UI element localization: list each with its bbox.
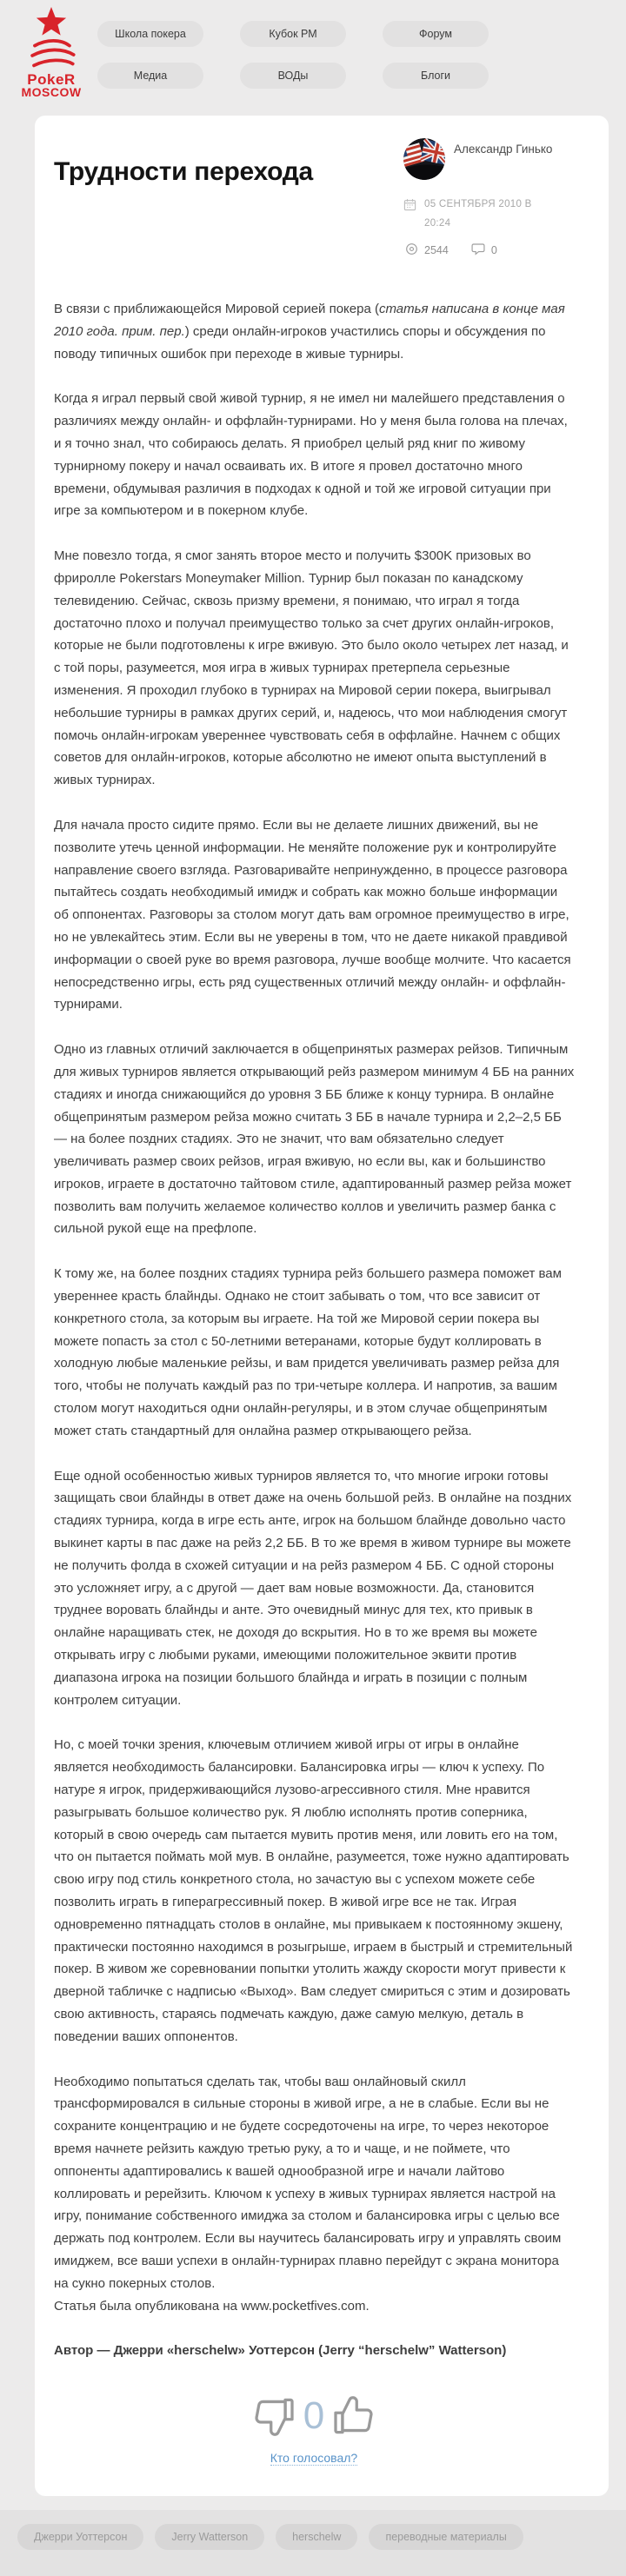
article-paragraph: Одно из главных отличий заключается в общепринятых размерах рейзов. Типичным для живых турниров является открывающий рейз размером минимум 4 ББ на ранних стадиях и иногда снижающийся до уровня 3 ББ ближе к концу турнира. В онлайне общепринятым размером рейза можно считать 3 ББ в начале турнира и 2,2–2,5 ББ — на более поздних стадиях. Это не значит, что вам обязательно следует увеличивать размер своих рейзов, играя вживую, но если вы, как и большинство игроков, играете в достаточно тайтовом стиле, адаптированный размер рейза может позволить вам получить желаемое количество коллов и увеличить размер банка с сильной рукой еще на префлопе. [54, 1042, 575, 1237]
nav-item-blogs[interactable]: Блоги [383, 63, 489, 89]
eye-icon [405, 242, 418, 258]
article-paragraph: К тому же, на более поздних стадиях турнира рейз большего размера поможет вам увереннее красть блайнды. Однако не стоит забывать о том, что все зависит от конкретного стола, за которым вы играете. На той же Мировой серии покера вы можете попасть за стол с 50-летними ветеранами, которые будут коллировать в холодную любые маленькие рейзы, и вам придется увеличивать размер рейза для того, чтобы не получать каждый раз по три-четыре коллера. И напротив, за вашим столом могут находиться одни онлайн-регуляры, и в этом случае общепринятым может стать стандартный для онлайна размер открывающего рейза. [54, 1266, 562, 1438]
arcs-icon [14, 38, 89, 71]
article-head [54, 138, 574, 284]
article-paragraph: Но, с моей точки зрения, ключевым отличием живой игры от игры в онлайне является необходимость балансировки. Балансировка игры — ключ к успеху. По натуре я игрок, придерживающийся лузово-агрессивного стиля. Мне нравится разыгрывать большое количество рук. Я люблю исполнять против соперника, который в свою очередь сам пытается мувить против меня, или ловить его на том, что он пытается поймать мой мув. В онлайне, разумеется, тоже нужно адаптировать свою игру под стиль конкретного стола, но зачастую вы с успехом можете себе позволить играть в гиперагрессивный покер. В живой игре все не так. Играя одновременно пятнадцать столов в онлайне, мы привыкаем к постоянному экшену, практически постоянно находимся в розыгрыше, играем в быстрый и стремительный покер. В живом же соревновании попытки утолить жажду скорости могут привести к дверной табличке с надписью «Выход». Вам следует смириться с этим и дозировать свою активность, стараясь подмечать каждую, даже самую мелкую, деталь в поведении ваших оппонентов. [54, 1737, 573, 2044]
article-paragraphs [54, 388, 576, 2294]
calendar-icon [403, 196, 416, 219]
comments-count: 0 [490, 243, 497, 256]
avatar[interactable] [403, 138, 445, 180]
thumbs-down-icon[interactable] [250, 2392, 298, 2440]
article-paragraph: Для начала просто сидите прямо. Если вы не делаете лишних движений, вы не позволите утечь ценной информации. Не меняйте положение рук и контролируйте направление своего взгляда. Разговаривайте непринужденно, в процессе разговора пытайтесь создать необходимый имидж и собрать как можно больше информации об оппонентах. Разговоры за столом могут дать вам огромное преимущество в игре, но не увлекайтесь этим. Если вы не уверены в том, что не даете никакой правдивой информации о своей руке во время разговора, лучше вообще молчите. Что касается непосредственно игры, есть ряд существенных отличий между онлайн- и оффлайн-турнирами. [54, 817, 571, 1012]
site-logo[interactable] [14, 7, 89, 98]
nav-item-rm-cup[interactable]: Кубок РМ [240, 21, 346, 47]
article-paragraph: Мне повезло тогда, я смог занять второе место и получить $300K призовых во фриролле Pokerstars Moneymaker Million. Турнир был показан по канадскому телевидению. Сейчас, сквозь призму времени, я понимаю, что играл я тогда достаточно плохо и получал преимущество только за счет других онлайн-игроков, которые не были подготовлены к игре вживую. Это было около четырех лет назад, и с той поры, разумеется, моя игра в живых турнирах претерпела серьезные изменения. Я проходил глубоко в турнирах на Мировой серии покера, выигрывал небольшие турниры в рамках других серий, и, надеюсь, что мои наблюдения смогут помочь онлайн-игрокам увереннее чувствовать себя в оффлайне. Начнем с общих советов для онлайн-игроков, которые абсолютно не имеют опыта выступлений в живых турнирах. [54, 548, 569, 788]
author-link[interactable] [403, 138, 574, 180]
article-paragraph: Когда я играл первый свой живой турнир, я не имел ни малейшего представления о различиях между онлайн- и оффлайн-турнирами. Но у меня была голова на плечах, и я точно знал, что собираюсь делать. Я приобрел целый ряд книг по живому турнирному покеру и начал осваивать их. В итоге я провел достаточно много времени, обдумывая различия в подходах к одной и той же игровой ситуации при игре за компьютером и в покерном клубе. [54, 391, 568, 519]
comment-icon [471, 242, 485, 258]
nav-item-media[interactable]: Медиа [97, 63, 203, 89]
article-card [35, 116, 609, 2496]
article-body [54, 298, 576, 2362]
nav-item-forum[interactable]: Форум [383, 21, 489, 47]
publish-date-text: 05 СЕНТЯБРЯ 2010 В 20:24 [424, 199, 532, 229]
vote-section [54, 2392, 574, 2466]
site-header [0, 0, 626, 116]
page-footer [0, 2510, 626, 2576]
article-stats [403, 242, 574, 258]
vote-row [54, 2392, 574, 2440]
author-name[interactable]: Александр Гинько [454, 143, 553, 156]
translator-note: статья написана в конце мая 2010 года. прим. пер. [54, 302, 565, 339]
nav-item-poker-school[interactable]: Школа покера [97, 21, 203, 47]
thumbs-up-icon[interactable] [330, 2392, 378, 2440]
comments-stat[interactable] [471, 242, 497, 258]
star-icon [14, 7, 89, 38]
original-author-line: Автор — Джерри «herschelw» Уоттерсон (Jerry “herschelw” Watterson) [54, 2343, 507, 2359]
publish-date [403, 196, 551, 234]
views-count: 2544 [424, 243, 449, 256]
page-title: Трудности перехода [54, 157, 313, 186]
who-voted-link[interactable]: Кто голосовал? [270, 2451, 358, 2466]
article-paragraph-intro: В связи с приближающейся Мировой серией покера (статья написана в конце мая 2010 года. прим. пер.) среди онлайн-игроков участились споры и обсуждения по поводу типичных ошибок при переходе в живые турниры. [54, 302, 565, 362]
source-note: Статья была опубликована на www.pocketfives.com. [54, 2298, 370, 2314]
article-paragraph: Еще одной особенностью живых турниров является то, что многие игроки готовы защищать свои блайнды в ответ даже на очень большой рейз. В онлайне на поздних стадиях турнира, когда в игре есть анте, игрок на большом блайнде довольно часто выкинет карты в пас даже на рейз 2,2 ББ. В то же время в живом турнире вы можете не получить фолда в схожей ситуации и на рейз размером 4 ББ. С одной стороны это усложняет игру, а с другой — дает вам новые возможности. Да, становится труднее воровать блайнды и анте. Это очевидный минус для тех, кто привык в онлайне наращивать стек, не доходя до вскрытия. Но в то же время вы можете открывать игру с любыми руками, имеющими положительное эквити против диапазона игрока на позиции большого блайнда и играть в позиции с полным контролем ситуации. [54, 1468, 572, 1708]
tag-dzherri-uotterson[interactable]: Джерри Уоттерсон [17, 2524, 143, 2550]
views-stat [405, 242, 449, 258]
tag-jerry-watterson[interactable]: Jerry Watterson [155, 2524, 264, 2550]
tag-herschelw[interactable]: herschelw [276, 2524, 357, 2550]
tag-perevodnye-materialy[interactable]: переводные материалы [369, 2524, 523, 2550]
nav-item-vods[interactable]: ВОДы [240, 63, 346, 89]
article-paragraph: Необходимо попытаться сделать так, чтобы ваш онлайновый скилл трансформировался в сильные стороны в живой игре, а не в слабые. Если вы не сохраните концентрацию и не будете сосредоточены на игре, то через некоторое время начнете рейзить каждую третью руку, а то и чаще, и не поймете, что оппоненты адаптировались к вашей однообразной игре и начали лайтово коллировать и ререйзить. Ключом к успеху в живых турнирах является настрой на игру, понимание собственного имиджа за столом и балансировка игры с целью все держать под контролем. Если вы научитесь балансировать игру и управлять своим имиджем, все ваши успехи в онлайн-турнирах плавно перейдут с экрана монитора на сукно покерных столов. [54, 2074, 562, 2291]
main-nav [97, 21, 489, 89]
vote-count: 0 [303, 2394, 325, 2438]
logo-text: PokeR MOSCOW [21, 71, 82, 100]
author-block [403, 138, 574, 258]
